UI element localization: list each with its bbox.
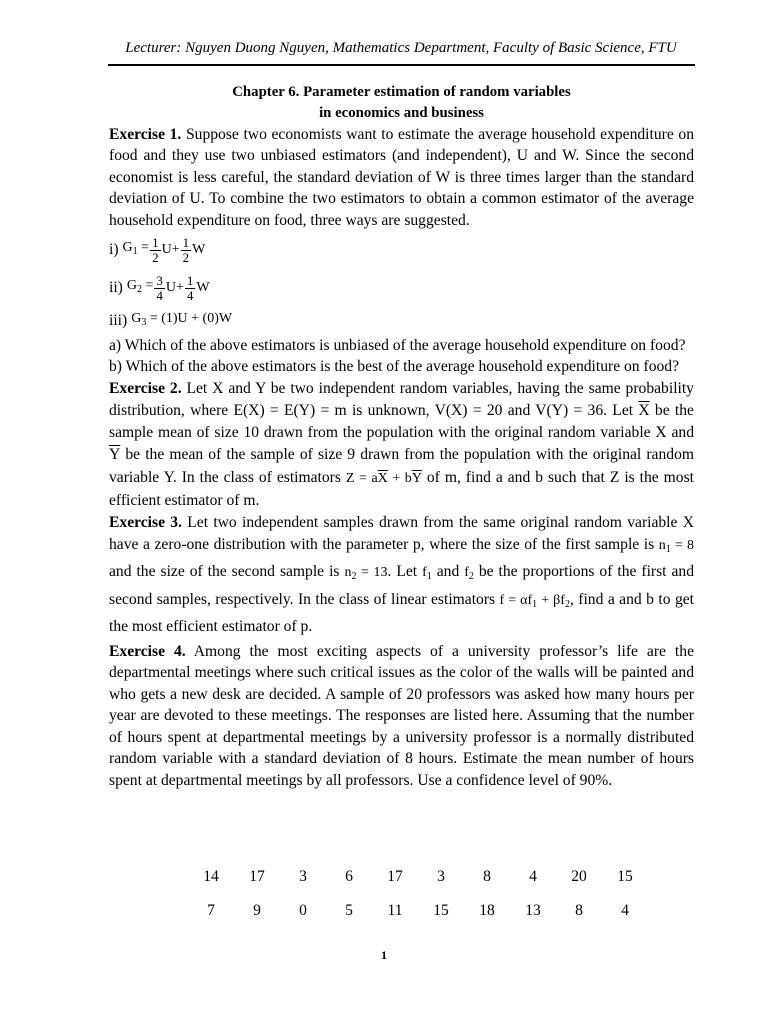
g3-subscript: 3 — [141, 317, 147, 329]
g1-coef-w: $\frac{1}{2}$ — [182, 234, 190, 265]
f1-symbol: $f_1$ — [422, 565, 432, 583]
table-cell: 8 — [575, 902, 583, 919]
table-row — [190, 860, 650, 894]
table-row — [190, 894, 650, 928]
chapter-title-line1: Chapter 6. Parameter estimation of random variables — [232, 84, 571, 100]
page-header: Lecturer: Nguyen Duong Nguyen, Mathematics Department, Faculty of Basic Science, FTU — [125, 40, 677, 56]
f-estimator-expression: $f = \alpha f_1 + \beta f_2$ — [499, 592, 570, 610]
n1-expression: $n_1 = 8$ — [658, 538, 694, 556]
table-cell: 13 — [525, 902, 541, 919]
g1-subscript: 1 — [132, 246, 138, 258]
table-cell: 11 — [387, 902, 403, 919]
g2-coef-w: $\frac{1}{4}$ — [186, 272, 194, 303]
option-i-label: i) — [109, 241, 119, 259]
g3-symbol: G — [131, 311, 142, 327]
table-cell: 14 — [203, 868, 219, 885]
z-expression: $Z = a\overline{X} + b\overline{Y}$ — [345, 470, 422, 486]
table-cell: 6 — [345, 868, 353, 885]
page-number: 1 — [381, 948, 387, 962]
table-cell: 4 — [621, 902, 629, 919]
option-ii-label: ii) — [109, 279, 123, 297]
document-body — [109, 82, 694, 791]
g1-w: W — [192, 242, 206, 258]
exercise-2-label: Exercise 2. — [109, 379, 182, 397]
chapter-title-line2: in economics and business — [319, 105, 484, 121]
table-cell: 17 — [249, 868, 265, 885]
x-bar: $\overline{X}$ — [638, 402, 650, 420]
table-cell: 0 — [299, 902, 307, 919]
table-cell: 20 — [571, 868, 587, 885]
g3-expression: = (1)U + (0)W — [146, 311, 233, 327]
table-cell: 4 — [529, 868, 537, 885]
table-cell: 18 — [479, 902, 495, 919]
data-table — [190, 860, 650, 928]
estimator-g2 — [109, 269, 694, 307]
table-cell: 3 — [299, 868, 307, 885]
table-cell: 9 — [253, 902, 261, 919]
exercise-1-paragraph — [109, 124, 694, 231]
exercise-4-paragraph — [109, 641, 694, 791]
table-cell: 3 — [437, 868, 445, 885]
exercise-4-text: Among the most exciting aspects of a university professor’s life are the departmental meetings where such critical issues as the color of the walls will be painted and who gets a new desk are decided. A sample of 20 professors was asked how many hours per year are devoted to these meetings. The responses are listed here. Assuming that the number of hours spent at departmental meetings by a university professor is a normally distributed random variable with a standard deviation of 8 hours. Estimate the mean number of hours spent at departmental meetings by all professors. Use a confidence level of 90%. — [109, 643, 694, 789]
table-cell: 5 — [345, 902, 353, 919]
g1-equals: = — [137, 240, 150, 256]
table-cell: 7 — [207, 902, 215, 919]
exercise-4-label: Exercise 4. — [109, 643, 186, 661]
estimator-g1 — [109, 231, 694, 269]
estimator-g3 — [109, 307, 694, 335]
table-cell: 17 — [387, 868, 403, 885]
exercise-1-question-a: a) Which of the above estimators is unbiased of the average household expenditure on food? — [109, 337, 686, 355]
table-cell: 15 — [433, 902, 449, 919]
y-bar: $\overline{Y}$ — [109, 446, 121, 464]
table-cell: 8 — [483, 868, 491, 885]
header-divider — [108, 64, 695, 66]
exercise-3-paragraph: Exercise 3. Let two independent samples drawn from the same original random variable X have a zero-one distribution with the parameter p, where the size of the first sample is $n_1 = 8$ and the size of the second sample is $n_2 = 13$. Let $f_1$ and $f_2$ be the proportions of the first and second samples, respectively. In the class of linear estimators $f = \alpha f_1 + \beta f_2$, find a and b to get the most efficient estimator of p. — [109, 514, 694, 635]
table-cell: 15 — [617, 868, 633, 885]
g2-coef-u: $\frac{3}{4}$ — [156, 272, 163, 303]
g1-coef-u: $\frac{1}{2}$ — [152, 234, 159, 265]
g2-u: U — [165, 280, 177, 296]
g1-symbol: G — [122, 240, 133, 256]
f2-symbol: $f_2$ — [464, 565, 474, 583]
exercise-1-label: Exercise 1. — [109, 126, 182, 143]
exercise-2-paragraph: Exercise 2. Let X and Y be two independent random variables, having the same probability distribution, where E(X) = E(Y) = m is unknown, V(X) = 20 and V(Y) = 36. Let $\overline{X}$ be the sample mean of size 10 drawn from the population with the original random variable X and $\overline{Y}$ be the mean of the sample of size 9 drawn from the population with the original random variable Y. In the class of estimators $Z = a\overline{X} + b\overline{Y}$ of m, find a and b such that Z is the most efficient estimator of m. — [109, 379, 695, 509]
g1-plus: + — [171, 242, 180, 258]
g2-symbol: G — [126, 278, 137, 294]
g2-plus: + — [176, 280, 184, 296]
exercise-1-text: Suppose two economists want to estimate the average household expenditure on food and they use two unbiased estimators (and independent), U and W. Since the second economist is less careful, the standard deviation of W is three times larger than the standard deviation of U. To combine the two estimators to obtain a common estimator of the average household expenditure on food, three ways are suggested. — [109, 126, 694, 229]
exercise-1-question-b: b) Which of the above estimators is the best of the average household expenditure on food? — [109, 358, 680, 376]
g2-w: W — [196, 280, 210, 296]
n2-expression: $n_2 = 13$ — [344, 565, 388, 583]
exercise-3-label: Exercise 3. — [109, 514, 182, 532]
g1-u: U — [161, 242, 172, 258]
option-iii-label: iii) — [109, 312, 128, 330]
g2-subscript: 2 — [136, 284, 142, 296]
g2-equals: = — [141, 278, 154, 294]
